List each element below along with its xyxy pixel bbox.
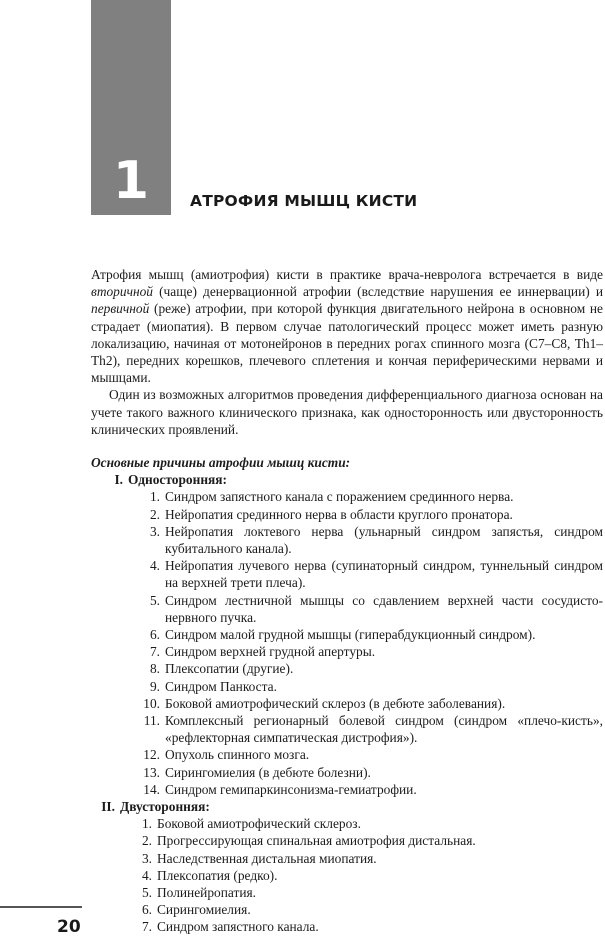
item-text: Нейропатия лучевого нерва (супинаторный синдром, туннельный синдром на верхней трети плеча). bbox=[165, 558, 603, 591]
item-number: 14. bbox=[143, 781, 160, 797]
list-item bbox=[99, 643, 603, 660]
list-item bbox=[99, 506, 603, 523]
item-number: 10. bbox=[143, 695, 160, 711]
list-item bbox=[91, 884, 603, 901]
list-item bbox=[99, 488, 603, 505]
footer-rule bbox=[0, 906, 82, 908]
list-item bbox=[99, 592, 603, 626]
item-text: Наследственная дистальная миопатия. bbox=[157, 850, 377, 866]
item-text: Сирингомиелия. bbox=[157, 902, 251, 918]
section-label bbox=[99, 471, 603, 488]
list-item bbox=[91, 815, 603, 832]
list-item bbox=[99, 626, 603, 643]
item-text: Плексопатии (другие). bbox=[165, 661, 294, 677]
item-number: 4. bbox=[141, 867, 152, 883]
item-text: Синдром Панкоста. bbox=[165, 678, 277, 694]
item-number: 7. bbox=[141, 919, 152, 935]
intro-text bbox=[91, 266, 603, 438]
item-number: 12. bbox=[143, 747, 160, 763]
list-item bbox=[99, 678, 603, 695]
list-item bbox=[91, 850, 603, 867]
intro-paragraph-2: Один из возможных алгоритмов проведения дифференциального диагноза основан на учете такого важного клинического признака, как односторонность или двусторонность клинических проявлений. bbox=[91, 387, 603, 437]
intro-p1-text-c: (чаще) денервационной атрофии (вследствие нарушения ее иннервации) и bbox=[153, 284, 603, 300]
item-number: 7. bbox=[149, 644, 160, 660]
section-title: Двусторонняя: bbox=[120, 799, 210, 815]
intro-p1-text-e: (реже) атрофии, при которой функция двигательного нейрона в основном не страдает (миопатия). В первом случае патологический процесс может иметь разную локализацию, начиная от мотонейронов в передних рогах спинного мозга (С7–С8, Th1–Th2), передних корешков, плечевого сплетения и кончая периферическими нервами и мышцами. bbox=[91, 301, 603, 386]
item-text: Синдром запястного канала. bbox=[157, 919, 319, 935]
section-label bbox=[91, 798, 603, 815]
section-unilateral bbox=[91, 471, 603, 798]
section-number: II. bbox=[101, 799, 115, 815]
list-item bbox=[99, 523, 603, 557]
causes-list bbox=[91, 454, 603, 936]
item-text: Синдром верхней грудной апертуры. bbox=[165, 644, 376, 660]
item-text: Синдром запястного канала с поражением срединного нерва. bbox=[165, 489, 514, 505]
item-number: 4. bbox=[149, 558, 160, 574]
section-number: I. bbox=[114, 472, 123, 488]
list-item bbox=[99, 557, 603, 591]
item-text: Полинейропатия. bbox=[157, 885, 256, 901]
item-number: 2. bbox=[141, 833, 152, 849]
item-text: Синдром гемипаркинсонизма-гемиатрофии. bbox=[165, 781, 417, 797]
item-text: Прогрессирующая спинальная амиотрофия дистальная. bbox=[157, 833, 476, 849]
item-number: 8. bbox=[149, 661, 160, 677]
item-text: Плексопатия (редко). bbox=[157, 867, 278, 883]
section-bilateral bbox=[91, 798, 603, 936]
item-number: 2. bbox=[149, 506, 160, 522]
item-number: 3. bbox=[141, 850, 152, 866]
section-title: Односторонняя: bbox=[128, 472, 227, 488]
list-item bbox=[99, 764, 603, 781]
item-number: 1. bbox=[149, 489, 160, 505]
chapter-number-block bbox=[91, 0, 171, 215]
page-number: 20 bbox=[57, 917, 81, 937]
chapter-title: АТРОФИЯ МЫШЦ КИСТИ bbox=[190, 192, 418, 210]
list-item bbox=[99, 712, 603, 746]
list-item bbox=[91, 901, 603, 918]
item-number: 5. bbox=[141, 885, 152, 901]
item-text: Боковой амиотрофический склероз. bbox=[157, 816, 361, 832]
item-text: Синдром лестничной мышцы со сдавлением верхней части сосудисто-нервного пучка. bbox=[165, 592, 603, 625]
intro-p1-text-a: Атрофия мышц (амиотрофия) кисти в практике врача-невролога встречается в виде bbox=[91, 267, 603, 282]
item-number: 6. bbox=[149, 627, 160, 643]
list-item bbox=[91, 918, 603, 935]
intro-paragraph-1 bbox=[91, 266, 603, 386]
item-number: 11. bbox=[143, 713, 160, 729]
item-text: Сирингомиелия (в дебюте болезни). bbox=[165, 764, 371, 780]
intro-p1-italic-primary: первичной bbox=[91, 301, 150, 317]
section-items bbox=[91, 815, 603, 935]
list-item bbox=[99, 660, 603, 677]
item-text: Комплексный регионарный болевой синдром (синдром «плечо-кисть», «рефлекторная симпатическая дистрофия»). bbox=[165, 713, 603, 746]
item-text: Нейропатия локтевого нерва (ульнарный синдром запястья, синдром кубитального канала). bbox=[165, 523, 603, 557]
item-text: Боковой амиотрофический склероз (в дебюте заболевания). bbox=[165, 695, 506, 711]
item-text: Синдром малой грудной мышцы (гиперабдукционный синдром). bbox=[165, 627, 536, 643]
item-text: Опухоль спинного мозга. bbox=[165, 747, 310, 763]
intro-p1-italic-secondary: вторичной bbox=[91, 284, 153, 300]
list-item bbox=[99, 695, 603, 712]
item-number: 13. bbox=[143, 764, 160, 780]
section-items bbox=[99, 488, 603, 798]
item-number: 5. bbox=[149, 592, 160, 608]
item-number: 1. bbox=[141, 816, 152, 832]
item-number: 6. bbox=[141, 902, 152, 918]
list-item bbox=[91, 832, 603, 849]
item-number: 9. bbox=[149, 678, 160, 694]
chapter-number: 1 bbox=[112, 151, 150, 211]
list-item bbox=[99, 746, 603, 763]
item-number: 3. bbox=[149, 523, 160, 539]
item-text: Нейропатия срединного нерва в области круглого пронатора. bbox=[165, 506, 513, 522]
list-item bbox=[91, 867, 603, 884]
list-item bbox=[99, 781, 603, 798]
causes-heading: Основные причины атрофии мышц кисти: bbox=[91, 455, 351, 470]
